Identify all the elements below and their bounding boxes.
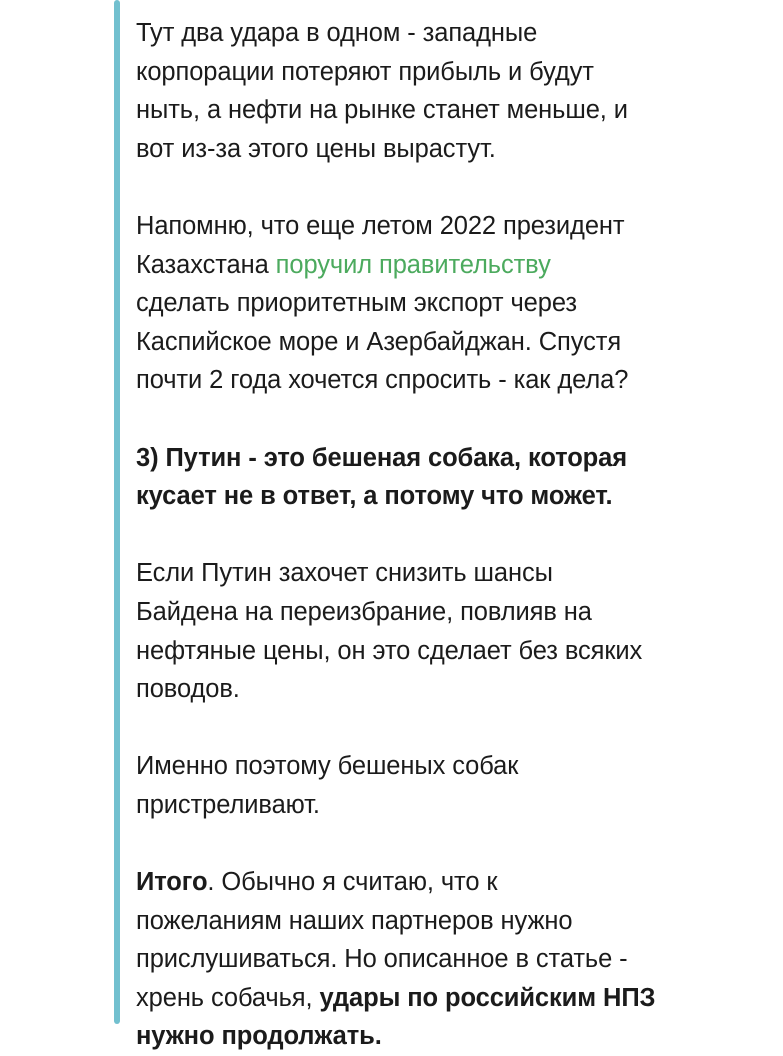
text-line: кусает не в ответ, а потому что может. xyxy=(136,482,613,511)
text-fragment: Казахстана xyxy=(136,250,276,279)
summary-label: Итого xyxy=(136,868,208,897)
text-line: Байдена на переизбрание, повлияв на xyxy=(136,597,592,626)
text-fragment: хрень собачья, xyxy=(136,983,320,1012)
text-line: прислушиваться. Но описанное в статье - xyxy=(136,945,628,974)
text-line: вот из-за этого цены вырастут. xyxy=(136,134,496,163)
text-line: поводов. xyxy=(136,675,240,704)
text-line xyxy=(136,246,766,285)
text-line: сделать приоритетным экспорт через xyxy=(136,289,577,318)
text-line: Именно поэтому бешеных собак xyxy=(136,752,519,781)
text-line: почти 2 года хочется спросить - как дела? xyxy=(136,366,629,395)
text-fragment: . Обычно я считаю, что к xyxy=(207,868,498,897)
text-line: 3) Путин - это бешеная собака, которая xyxy=(136,443,628,472)
text-line: пожеланиям наших партнеров нужно xyxy=(136,906,573,935)
paragraph-4 xyxy=(136,554,766,708)
paragraph-6 xyxy=(136,863,766,1056)
text-line xyxy=(136,863,766,902)
text-line: ныть, а нефти на рынке станет меньше, и xyxy=(136,96,628,125)
text-line: Напомню, что еще летом 2022 президент xyxy=(136,211,625,240)
text-line xyxy=(136,979,766,1018)
paragraph-3-bold xyxy=(136,439,766,516)
text-line: Каспийское море и Азербайджан. Спустя xyxy=(136,327,622,356)
paragraph-5 xyxy=(136,747,766,824)
text-line: корпорации потеряют прибыль и будут xyxy=(136,57,594,86)
text-line: нужно продолжать. xyxy=(136,1022,382,1051)
paragraph-2 xyxy=(136,207,766,400)
post-text xyxy=(136,14,766,1056)
text-line: пристреливают. xyxy=(136,790,320,819)
quote-bar xyxy=(114,0,120,1024)
text-line: Тут два удара в одном - западные xyxy=(136,19,538,47)
bold-fragment: удары по российским НПЗ xyxy=(319,983,656,1012)
govt-order-link[interactable]: поручил правительству xyxy=(275,250,551,279)
text-line: Если Путин захочет снизить шансы xyxy=(136,559,553,588)
paragraph-1 xyxy=(136,14,766,168)
text-line: нефтяные цены, он это сделает без всяких xyxy=(136,636,643,665)
